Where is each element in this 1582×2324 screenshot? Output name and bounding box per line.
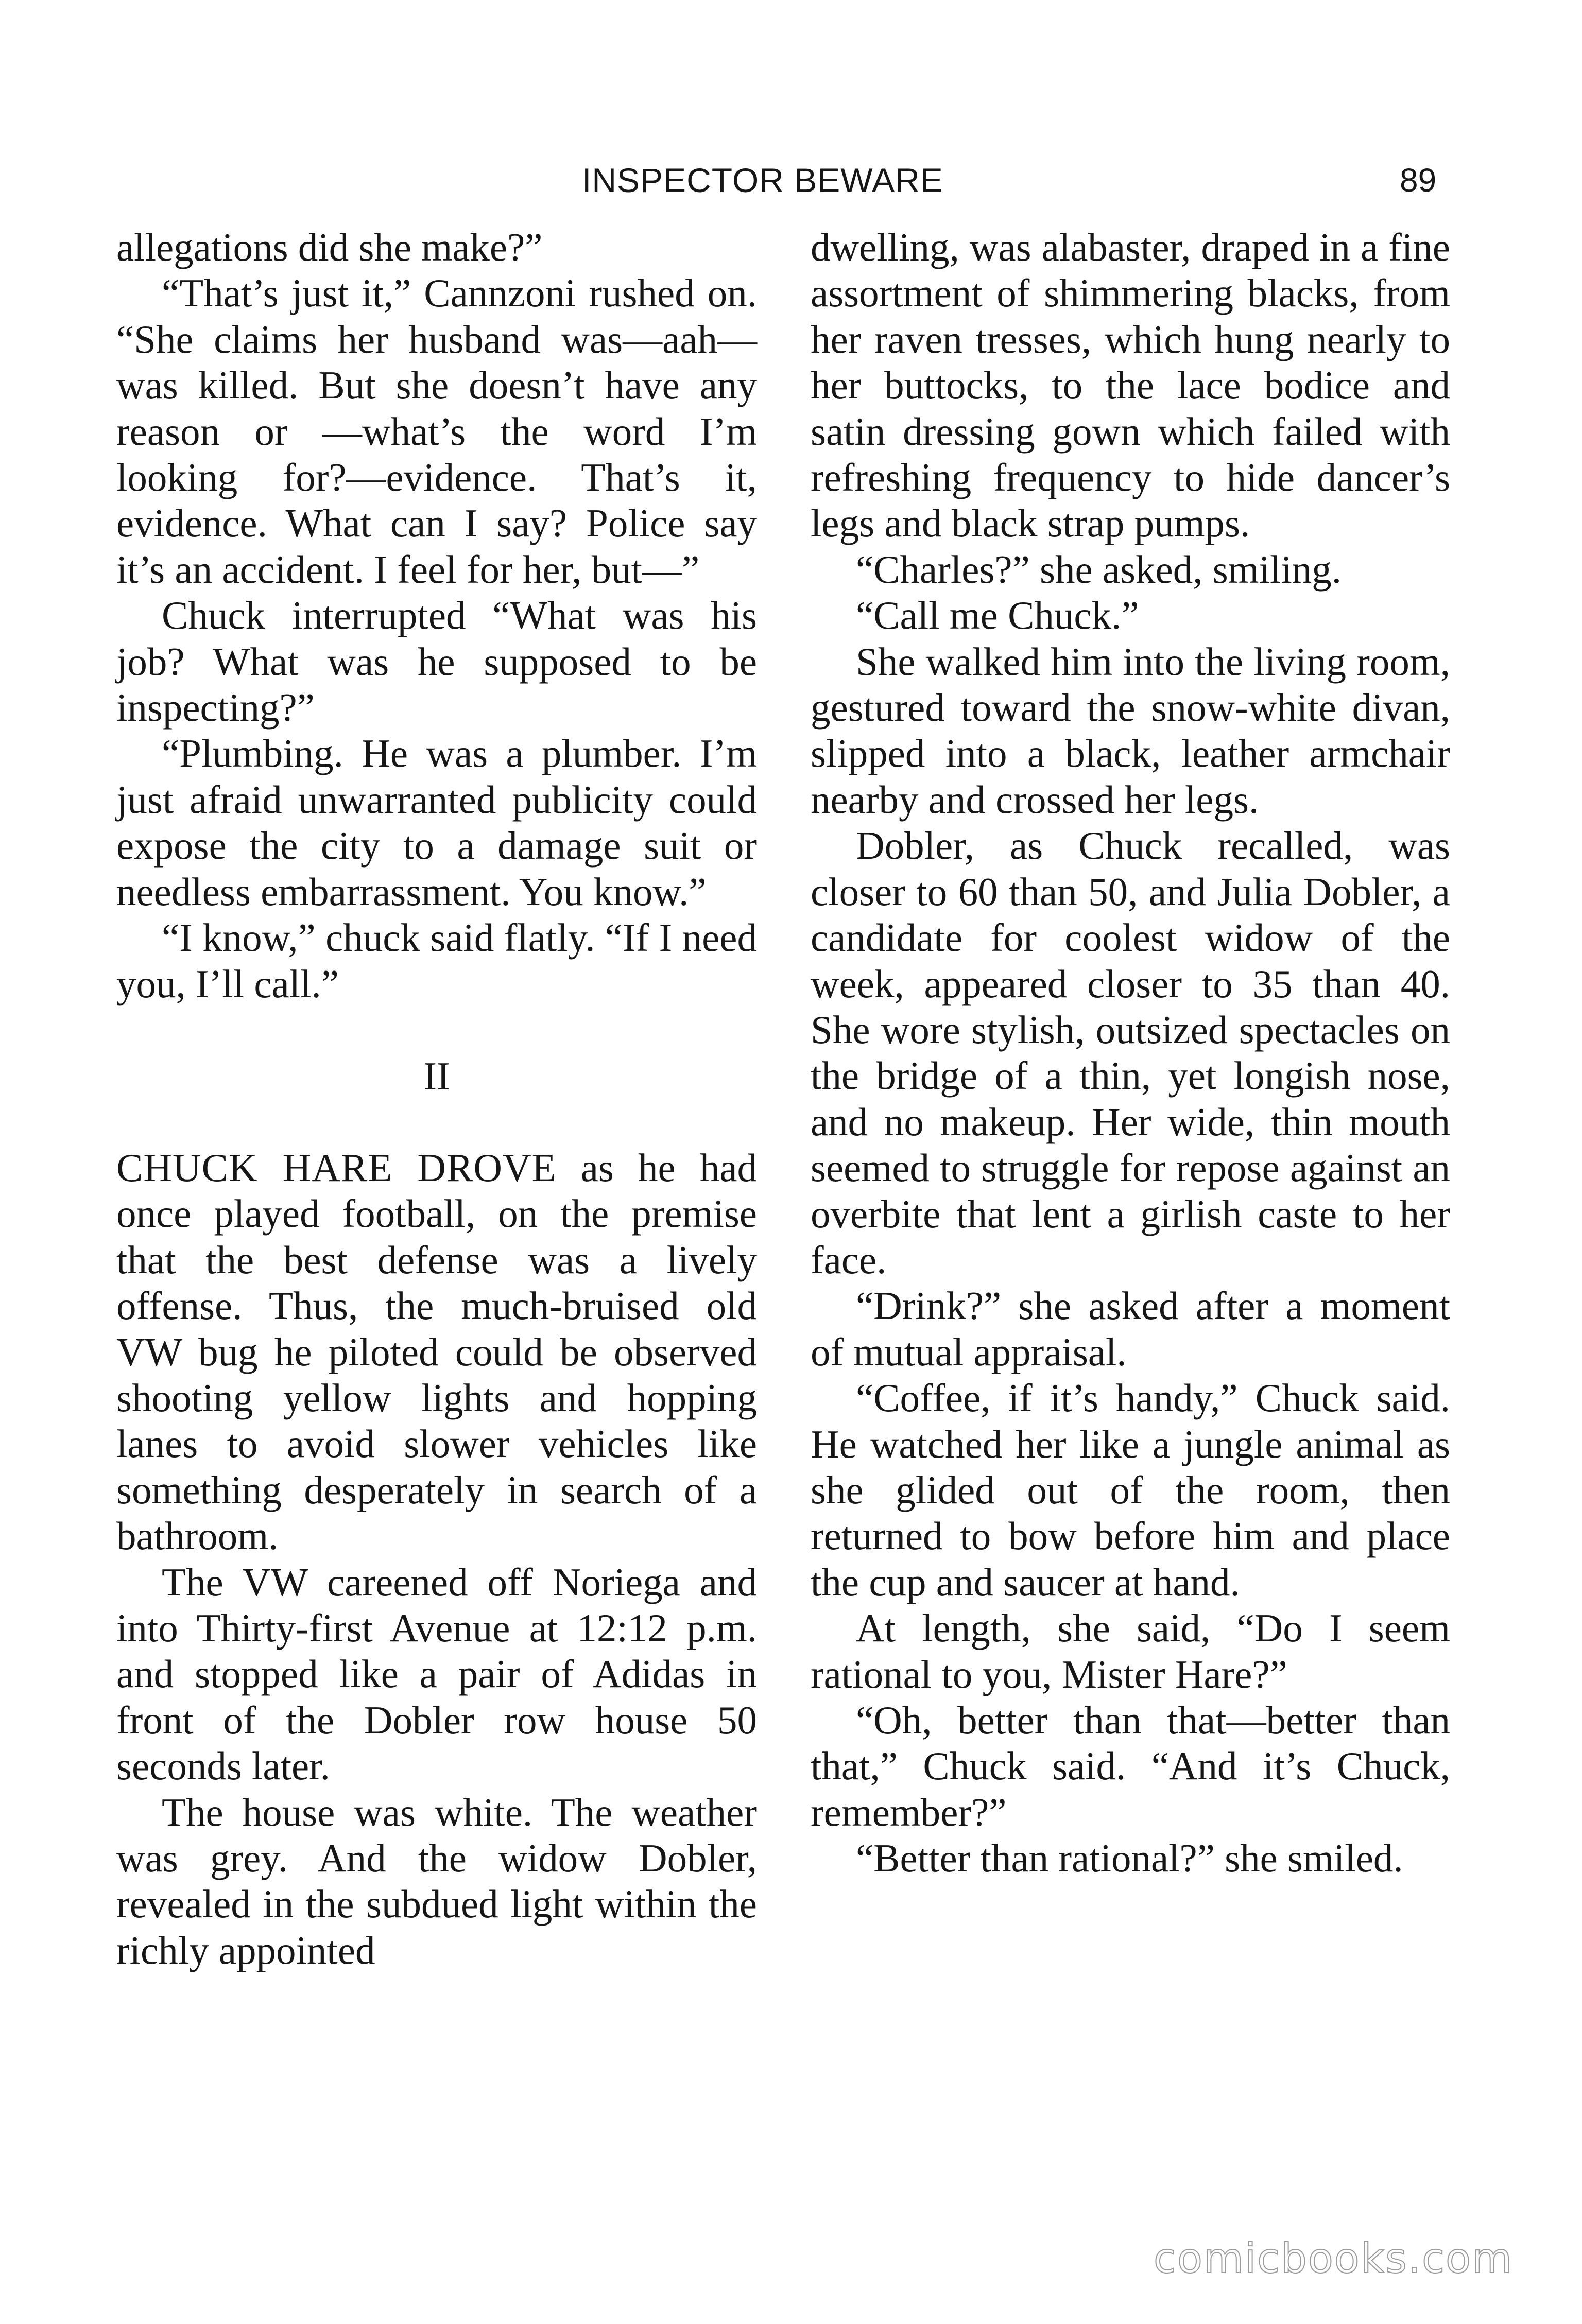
- paragraph: “Oh, better than that—better than that,” Chuck said. “And it’s Chuck, remember?”: [811, 1698, 1450, 1834]
- section-lead-in: CHUCK HARE DROVE: [116, 1145, 557, 1190]
- paragraph: “Better than rational?” she smiled.: [856, 1836, 1403, 1881]
- running-head: [0, 157, 1582, 203]
- paragraph: Chuck interrupted “What was his job? What was he supposed to be inspecting?”: [116, 593, 757, 730]
- paragraph: The house was white. The weather was grey. And the widow Dobler, revealed in the subdued light within the richly appointed: [116, 1790, 757, 1972]
- watermark: comicbooks.com: [1154, 2234, 1514, 2282]
- running-title: INSPECTOR BEWARE: [582, 161, 943, 199]
- paragraph: Dobler, as Chuck recalled, was closer to 60 than 50, and Julia Dobler, a candidate for coolest widow of the week, appeared closer to 35 than 40. She wore stylish, outsized spectacles on the bridge of a thin, yet longish nose, and no makeup. Her wide, thin mouth seemed to struggle for repose against an overbite that lent a girlish caste to her face.: [811, 823, 1450, 1282]
- paragraph: “That’s just it,” Cannzoni rushed on. “She claims her husband was—aah—was killed. But she doesn’t have any reason or —what’s the word I’m looking for?—evidence. That’s it, evidence. What can I say? Police say it’s an accident. I feel for her, but—”: [116, 271, 757, 592]
- paragraph: At length, she said, “Do I seem rational to you, Mister Hare?”: [811, 1606, 1450, 1696]
- left-column: [116, 224, 757, 1973]
- section-marker: II: [423, 1053, 450, 1098]
- paragraph: “Charles?” she asked, smiling.: [856, 547, 1342, 592]
- right-column: [811, 224, 1450, 1882]
- paragraph: “Plumbing. He was a plumber. I’m just afraid unwarranted publicity could expose the city to a damage suit or needless embarrassment. You know.”: [116, 731, 757, 914]
- paragraph: “Drink?” she asked after a moment of mutual appraisal.: [811, 1284, 1450, 1374]
- paragraph: “Coffee, if it’s handy,” Chuck said. He watched her like a jungle animal as she glided out of the room, then returned to bow before him and place the cup and saucer at hand.: [811, 1376, 1450, 1604]
- paragraph: The VW careened off Noriega and into Thirty-first Avenue at 12:12 p.m. and stopped like a pair of Adidas in front of the Dobler row house 50 seconds later.: [116, 1559, 757, 1789]
- paragraph: She walked him into the living room, gestured toward the snow-white divan, slipped into a black, leather armchair nearby and crossed her legs.: [811, 639, 1450, 822]
- page-number: 89: [1400, 162, 1437, 199]
- paragraph-text: as he had once played football, on the premise that the best defense was a lively offense. Thus, the much-bruised old VW bug he piloted could be observed shooting yellow lights and hopping lanes to avoid slower vehicles like something desperately in search of a bathroom.: [116, 1145, 758, 1558]
- paragraph: allegations did she make?”: [116, 225, 543, 269]
- paragraph: “Call me Chuck.”: [856, 593, 1139, 638]
- paragraph: “I know,” chuck said flatly. “If I need you, I’ll call.”: [116, 915, 757, 1006]
- paragraph: dwelling, was alabaster, draped in a fine assortment of shimmering blacks, from her raven tresses, which hung nearly to her buttocks, to the lace bodice and satin dressing gown which failed with refreshing frequency to hide dancer’s legs and black strap pumps.: [811, 225, 1450, 546]
- section-opening-paragraph: [116, 1145, 757, 1559]
